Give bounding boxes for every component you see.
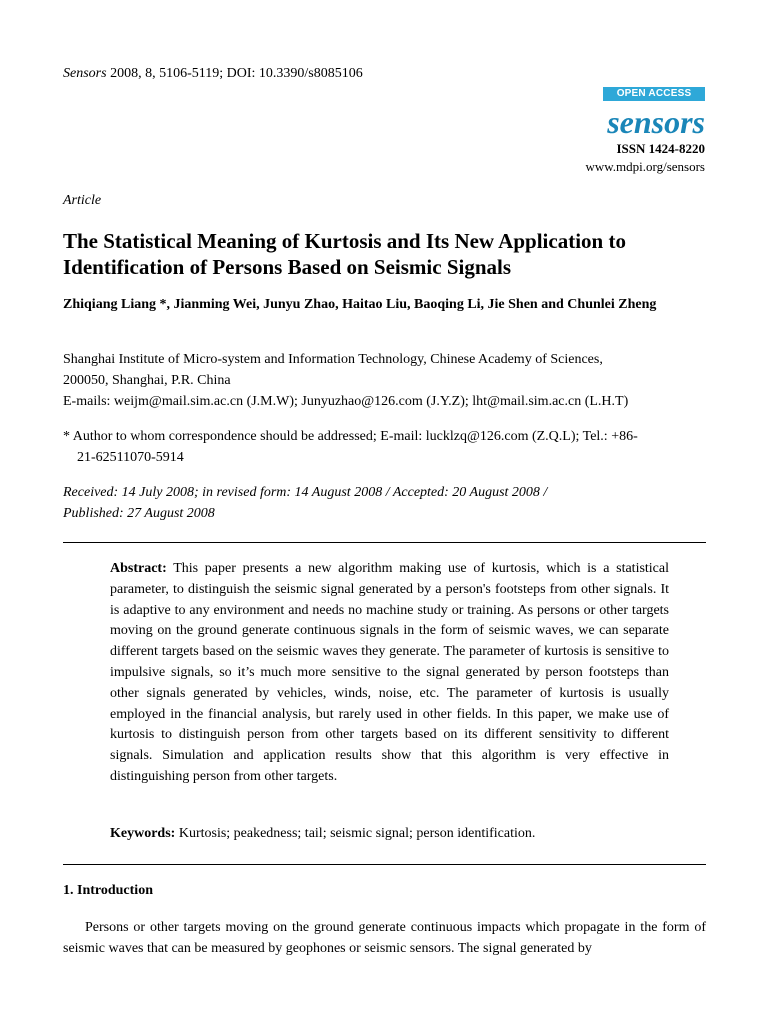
keywords-text: Kurtosis; peakedness; tail; seismic signal; person identification. — [175, 826, 536, 841]
abstract-top-divider — [63, 542, 706, 543]
body-paragraph: Persons or other targets moving on the ground generate continuous impacts which propagate in the form of seismic waves that can be measured by geophones or seismic sensors. The signal generated by — [63, 920, 706, 956]
dates-line: Published: 27 August 2008 — [63, 506, 215, 521]
affiliation-line: 200050, Shanghai, P.R. China — [63, 373, 231, 388]
open-access-badge: OPEN ACCESS — [603, 87, 705, 101]
correspondence-line: * Author to whom correspondence should be addressed; E-mail: lucklzq@126.com (Z.Q.L); Tel.: +86- — [63, 429, 638, 444]
issn: ISSN 1424-8220 — [616, 141, 705, 156]
paper-title: The Statistical Meaning of Kurtosis and Its New Application to Identification of Persons Based on Seismic Signals — [63, 229, 626, 279]
citation-details: 2008, 8, 5106-5119; DOI: 10.3390/s8085106 — [106, 66, 363, 81]
journal-logo: sensors — [607, 104, 705, 140]
author-list: Zhiqiang Liang *, Jianming Wei, Junyu Zhao, Haitao Liu, Baoqing Li, Jie Shen and Chunlei Zheng — [63, 297, 657, 312]
affiliation-line: Shanghai Institute of Micro-system and Information Technology, Chinese Academy of Sciences, — [63, 352, 603, 367]
correspondence-line: 21-62511070-5914 — [77, 450, 184, 465]
author-emails: E-mails: weijm@mail.sim.ac.cn (J.M.W); Junyuzhao@126.com (J.Y.Z); lht@mail.sim.ac.cn (L.H.T) — [63, 394, 629, 409]
affiliation-block — [63, 349, 713, 412]
section-heading: 1. Introduction — [63, 883, 153, 898]
abstract-text: This paper presents a new algorithm making use of kurtosis, which is a statistical parameter, to distinguish the seismic signal generated by a person's footsteps from other signals. It is adaptive to any environment and needs no machine study or training. As persons or other targets moving on the ground generate continuous signals in the form of seismic waves, we can separate different targets based on the seismic waves they generate. The parameter of kurtosis is sensitive to impulsive signals, so it’s much more sensitive to the signal generated by person footsteps than other signals generated by vehicles, winds, noise, etc. The parameter of kurtosis is usually employed in the financial analysis, but rarely used in other fields. In this paper, we make use of kurtosis to distinguish person from other targets based on its different sensitivity to different signals. Simulation and application results show that this algorithm is very effective in distinguishing person from other targets. — [110, 561, 669, 784]
abstract-bottom-divider — [63, 864, 706, 865]
correspondence-note — [63, 426, 713, 468]
keywords — [110, 824, 669, 844]
abstract — [110, 559, 669, 788]
abstract-label: Abstract: — [110, 561, 167, 576]
journal-name-italic: Sensors — [63, 66, 107, 81]
journal-website-link[interactable]: www.mdpi.org/sensors — [585, 159, 705, 174]
publication-dates — [63, 482, 713, 524]
dates-line: Received: 14 July 2008; in revised form: 14 August 2008 / Accepted: 20 August 2008 / — [63, 485, 548, 500]
keywords-label: Keywords: — [110, 826, 176, 841]
article-type: Article — [63, 193, 102, 208]
citation-line — [63, 66, 363, 82]
